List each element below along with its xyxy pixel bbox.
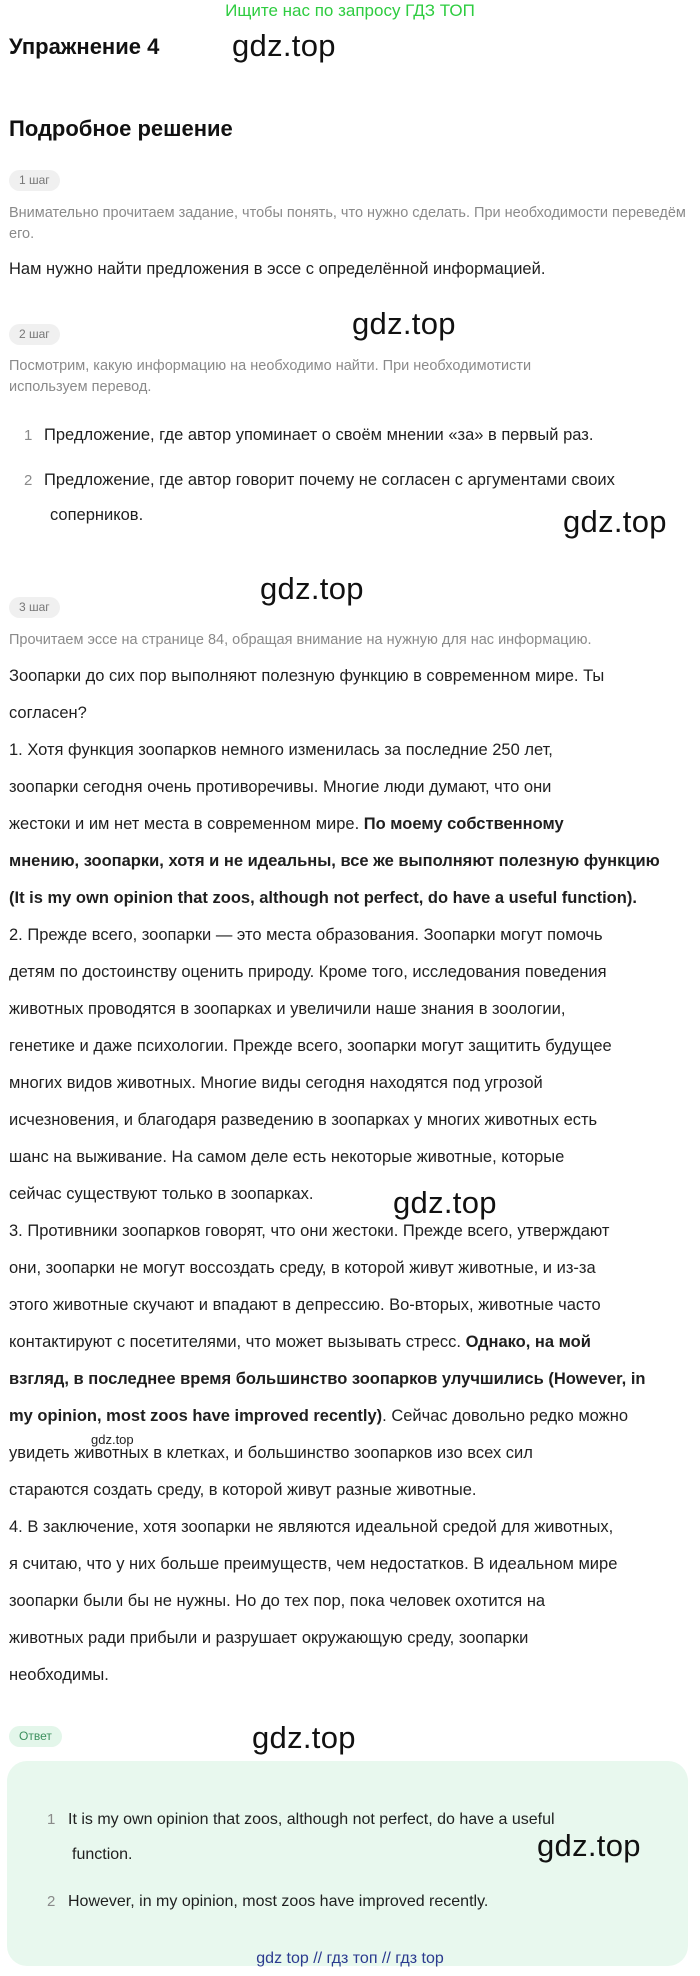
watermark: gdz.top <box>537 1828 641 1863</box>
step-2-label: 2 шаг <box>9 324 60 345</box>
essay-paragraph-1: 1. Хотя функция зоопарков немного изменилась за последние 250 лет, зоопарки сегодня очень противоречивы. Многие люди думают, что они жестоки и им нет места в современном мире. По моему собственному мнению, зоопарки, хотя и не идеальны, все же выполняют полезную функцию (It is my own opinion that zoos, although not perfect, do have a useful function). <box>9 741 660 907</box>
essay-intro: Зоопарки до сих пор выполняют полезную функцию в современном мире. Ты согласен? <box>9 667 605 722</box>
list-item-continuation: соперников. <box>50 506 144 524</box>
step-3-hint: Прочитаем эссе на странице 84, обращая внимание на нужную для нас информацию. <box>9 632 592 648</box>
essay-paragraph-3: 3. Противники зоопарков говорят, что они жестоки. Прежде всего, утверждают они, зоопарки не могут воссоздать среду, в которой живут животные, и из-за этого животные скучают и впадают в депрессию. Во-вторых, животные часто контактируют с посетителями, что может вызывать стресс. Однако, на мой взгляд, в последнее время большинство зоопарков улучшились (However, in my opinion, most zoos have improved recently). Сейчас довольно редко можно увидеть животных в клетках, и большинство зоопарков изо всех сил стараются создать среду, в которой живут разные животные. <box>9 1222 646 1499</box>
step-badge <box>9 597 60 618</box>
answer-number: 1 <box>47 1811 56 1828</box>
watermark: gdz.top <box>260 571 364 606</box>
list-item: Предложение, где автор говорит почему не согласен с аргументами своих <box>44 471 615 489</box>
answer-number: 2 <box>47 1893 56 1910</box>
watermark: gdz.top <box>563 504 667 539</box>
answer-item: However, in my opinion, most zoos have improved recently. <box>68 1893 489 1910</box>
exercise-title: Упражнение 4 <box>9 34 160 59</box>
watermark: gdz.top <box>393 1185 497 1220</box>
essay-paragraph-4: 4. В заключение, хотя зоопарки не являются идеальной средой для животных, я считаю, что у них больше преимуществ, чем недостатков. В идеальном мире зоопарки были бы не нужны. Но до тех пор, пока человек охотится на животных ради прибыли и разрушает окружающую среду, зоопарки необходимы. <box>9 1518 618 1684</box>
watermark: gdz.top <box>252 1720 356 1755</box>
list-number: 1 <box>24 427 33 444</box>
list-item: Предложение, где автор упоминает о своём мнении «за» в первый раз. <box>44 426 594 444</box>
answer-badge <box>9 1726 62 1747</box>
list-number: 2 <box>24 472 33 489</box>
essay-paragraph-2: 2. Прежде всего, зоопарки — это места образования. Зоопарки могут помочь детям по достоинству оценить природу. Кроме того, исследования поведения животных проводятся в зоопарках и увеличили наше знания в зоологии, генетике и даже психологии. Прежде всего, зоопарки могут защитить будущее многих видов животных. Многие виды сегодня находятся под угрозой исчезновения, и благодаря разведению в зоопарках у многих животных есть шанс на выживание. На самом деле есть некоторые животные, которые сейчас существуют только в зоопарках. <box>9 926 612 1203</box>
footer-links[interactable]: gdz top // гдз топ // гдз top <box>256 1950 444 1967</box>
step-2-hint: Посмотрим, какую информацию на необходимо найти. При необходимотисти используем перевод. <box>9 358 532 395</box>
watermark: gdz.top <box>352 306 456 341</box>
watermark: gdz.top <box>91 1432 134 1447</box>
highlighted-opinion: По моему собственному <box>363 815 564 833</box>
answer-item: It is my own opinion that zoos, although not perfect, do have a useful <box>68 1811 555 1828</box>
essay <box>9 658 699 1694</box>
search-banner: Ищите нас по запросу ГДЗ ТОП <box>225 1 475 20</box>
step-badge <box>9 170 60 191</box>
step-1-label: 1 шаг <box>9 170 60 191</box>
step-1-hint: Внимательно прочитаем задание, чтобы понять, что нужно сделать. При необходимости переведём его. <box>9 205 686 242</box>
step-badge <box>9 324 60 345</box>
section-title: Подробное решение <box>9 116 233 141</box>
step-3-label: 3 шаг <box>9 597 60 618</box>
watermark: gdz.top <box>232 28 336 63</box>
answer-label: Ответ <box>9 1726 62 1747</box>
answer-item-continuation: function. <box>72 1846 133 1863</box>
step-1-text: Нам нужно найти предложения в эссе с определённой информацией. <box>9 260 546 278</box>
